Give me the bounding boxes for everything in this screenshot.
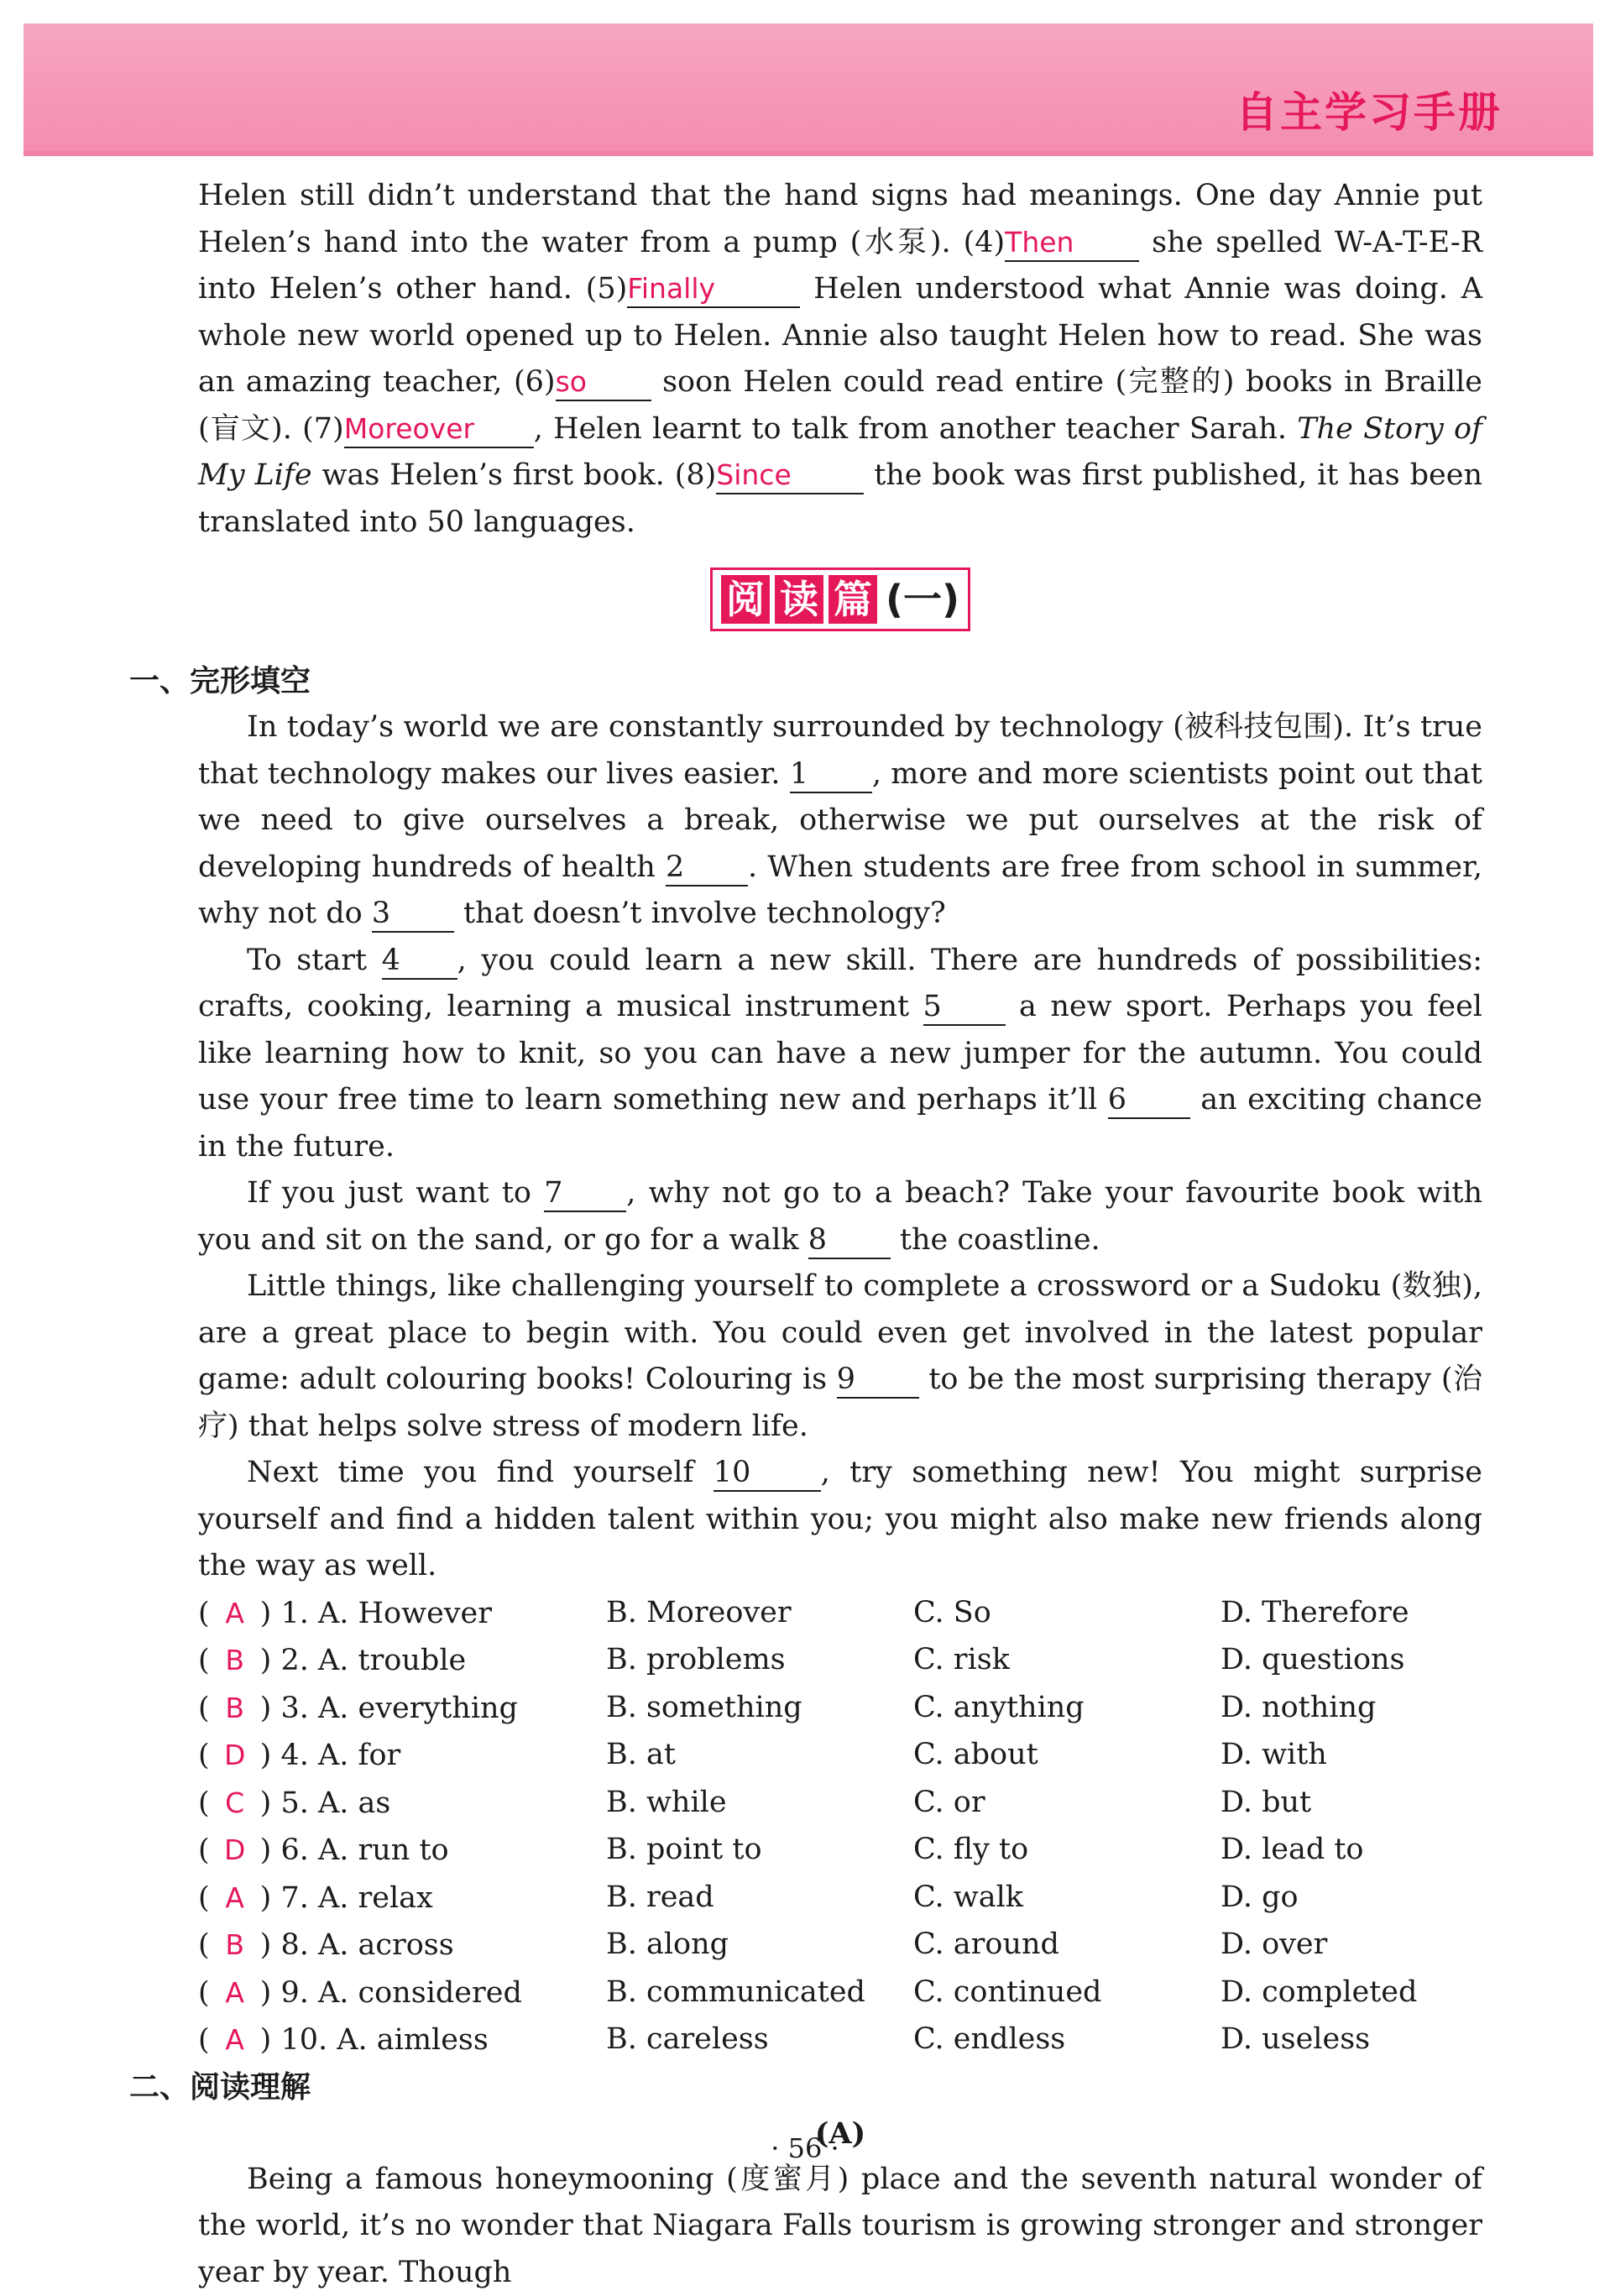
section-title: 阅 读 篇 (一) xyxy=(710,567,970,631)
question-answer: B xyxy=(210,1637,260,1684)
blank-1: 1 xyxy=(790,756,872,793)
passage-title: (A) xyxy=(198,2110,1482,2157)
answer-6: so xyxy=(556,365,587,398)
question-row: ( B ) 8. A. across B. along C. around D. over xyxy=(198,1922,1482,1969)
question-answer: A xyxy=(210,1875,260,1922)
answer-7: Moreover xyxy=(344,412,474,445)
continuation-paragraph: Helen still didn’t understand that the hand signs had meanings. One day Annie put Helen’s hand into the water from a pump (水泵). (4)Then she spelled W-A-T-E-R into Helen’s other hand. (5)Finally Helen understood what Annie was doing. A whole new world opened up to Helen. Annie also taught Helen how to read. She was an amazing teacher, (6)so soon Helen could read entire (完整的) books in Braille (盲文). (7)Moreover , Helen learnt to talk from another teacher Sarah. The Story of My Life was Helen’s first book. (8)Since the book was first published, it has been translated into 50 languages. xyxy=(198,173,1482,546)
answer-8: Since xyxy=(716,458,791,491)
question-answer: A xyxy=(210,2016,260,2063)
cloze-heading: 一、完形填空 xyxy=(129,658,1482,704)
question-list xyxy=(198,1590,1482,2064)
blank-10: 10 xyxy=(714,1455,821,1492)
question-answer: D xyxy=(210,1732,260,1779)
book-title: The Story of My Life xyxy=(198,412,1482,493)
question-answer: B xyxy=(210,1685,260,1732)
question-row: ( A ) 9. A. considered B. communicated C. continued D. completed xyxy=(198,1969,1482,2017)
reading-paragraph: Being a famous honeymooning (度蜜月) place and the seventh natural wonder of the world, it’s no wonder that Niagara Falls tourism is growing stronger and stronger year by year. Though xyxy=(198,2157,1482,2296)
blank-2: 2 xyxy=(666,850,748,886)
header-title: 自主学习手册 xyxy=(1236,79,1503,139)
question-row: ( D ) 6. A. run to B. point to C. fly to D. lead to xyxy=(198,1827,1482,1875)
page-content xyxy=(198,173,1482,2296)
cloze-paragraph-4: Little things, like challenging yourself to complete a crossword or a Sudoku (数独), are a great place to begin with. You could even get involved in the latest popular game: adult colouring books! Colouring is 9 to be the most surprising therapy (治疗) that helps solve stress of modern life. xyxy=(198,1263,1482,1450)
question-row: ( B ) 2. A. trouble B. problems C. risk D. questions xyxy=(198,1637,1482,1685)
blank-4: 4 xyxy=(382,943,457,980)
blank-3: 3 xyxy=(372,896,454,933)
blank-8: 8 xyxy=(808,1222,891,1259)
question-row: ( A ) 7. A. relax B. read C. walk D. go xyxy=(198,1875,1482,1922)
answer-4: Then xyxy=(1005,226,1074,259)
question-answer: A xyxy=(210,1969,260,2016)
question-answer: D xyxy=(210,1827,260,1874)
question-answer: A xyxy=(210,1590,260,1637)
blank-6: 6 xyxy=(1108,1082,1190,1119)
blank-7: 7 xyxy=(544,1175,626,1212)
reading-heading: 二、阅读理解 xyxy=(129,2064,1482,2110)
section-title-wrap xyxy=(198,567,1482,636)
question-row: ( A ) 1. A. However B. Moreover C. So D. Therefore xyxy=(198,1590,1482,1638)
question-row: ( B ) 3. A. everything B. something C. anything D. nothing xyxy=(198,1685,1482,1733)
question-row: ( D ) 4. A. for B. at C. about D. with xyxy=(198,1732,1482,1780)
answer-5: Finally xyxy=(627,272,715,305)
blank-9: 9 xyxy=(837,1362,919,1399)
question-answer: B xyxy=(210,1922,260,1969)
question-row: ( C ) 5. A. as B. while C. or D. but xyxy=(198,1780,1482,1828)
blank-5: 5 xyxy=(923,989,1006,1026)
cloze-paragraph-2: To start 4 , you could learn a new skill. There are hundreds of possibilities: crafts, cooking, learning a musical instrument 5 a new sport. Perhaps you feel like learning how to knit, so you can have a new jumper for the autumn. You could use your free time to learn something new and perhaps it’ll 6 an exciting chance in the future. xyxy=(198,938,1482,1171)
cloze-paragraph-5: Next time you find yourself 10 , try something new! You might surprise yourself and find a hidden talent within you; you might also make new friends along the way as well. xyxy=(198,1450,1482,1590)
cloze-paragraph-3: If you just want to 7 , why not go to a beach? Take your favourite book with you and sit on the sand, or go for a walk 8 the coastline. xyxy=(198,1170,1482,1263)
cloze-paragraph-1: In today’s world we are constantly surrounded by technology (被科技包围). It’s true that technology makes our lives easier. 1 , more and more scientists point out that we need to give ourselves a break, otherwise we put ourselves at the risk of developing hundreds of health 2 . When students are free from school in summer, why not do 3 that doesn’t involve technology? xyxy=(198,704,1482,938)
page-number: · 56 · xyxy=(0,2132,1610,2164)
question-row: ( A ) 10. A. aimless B. careless C. endless D. useless xyxy=(198,2016,1482,2064)
question-answer: C xyxy=(210,1780,260,1827)
